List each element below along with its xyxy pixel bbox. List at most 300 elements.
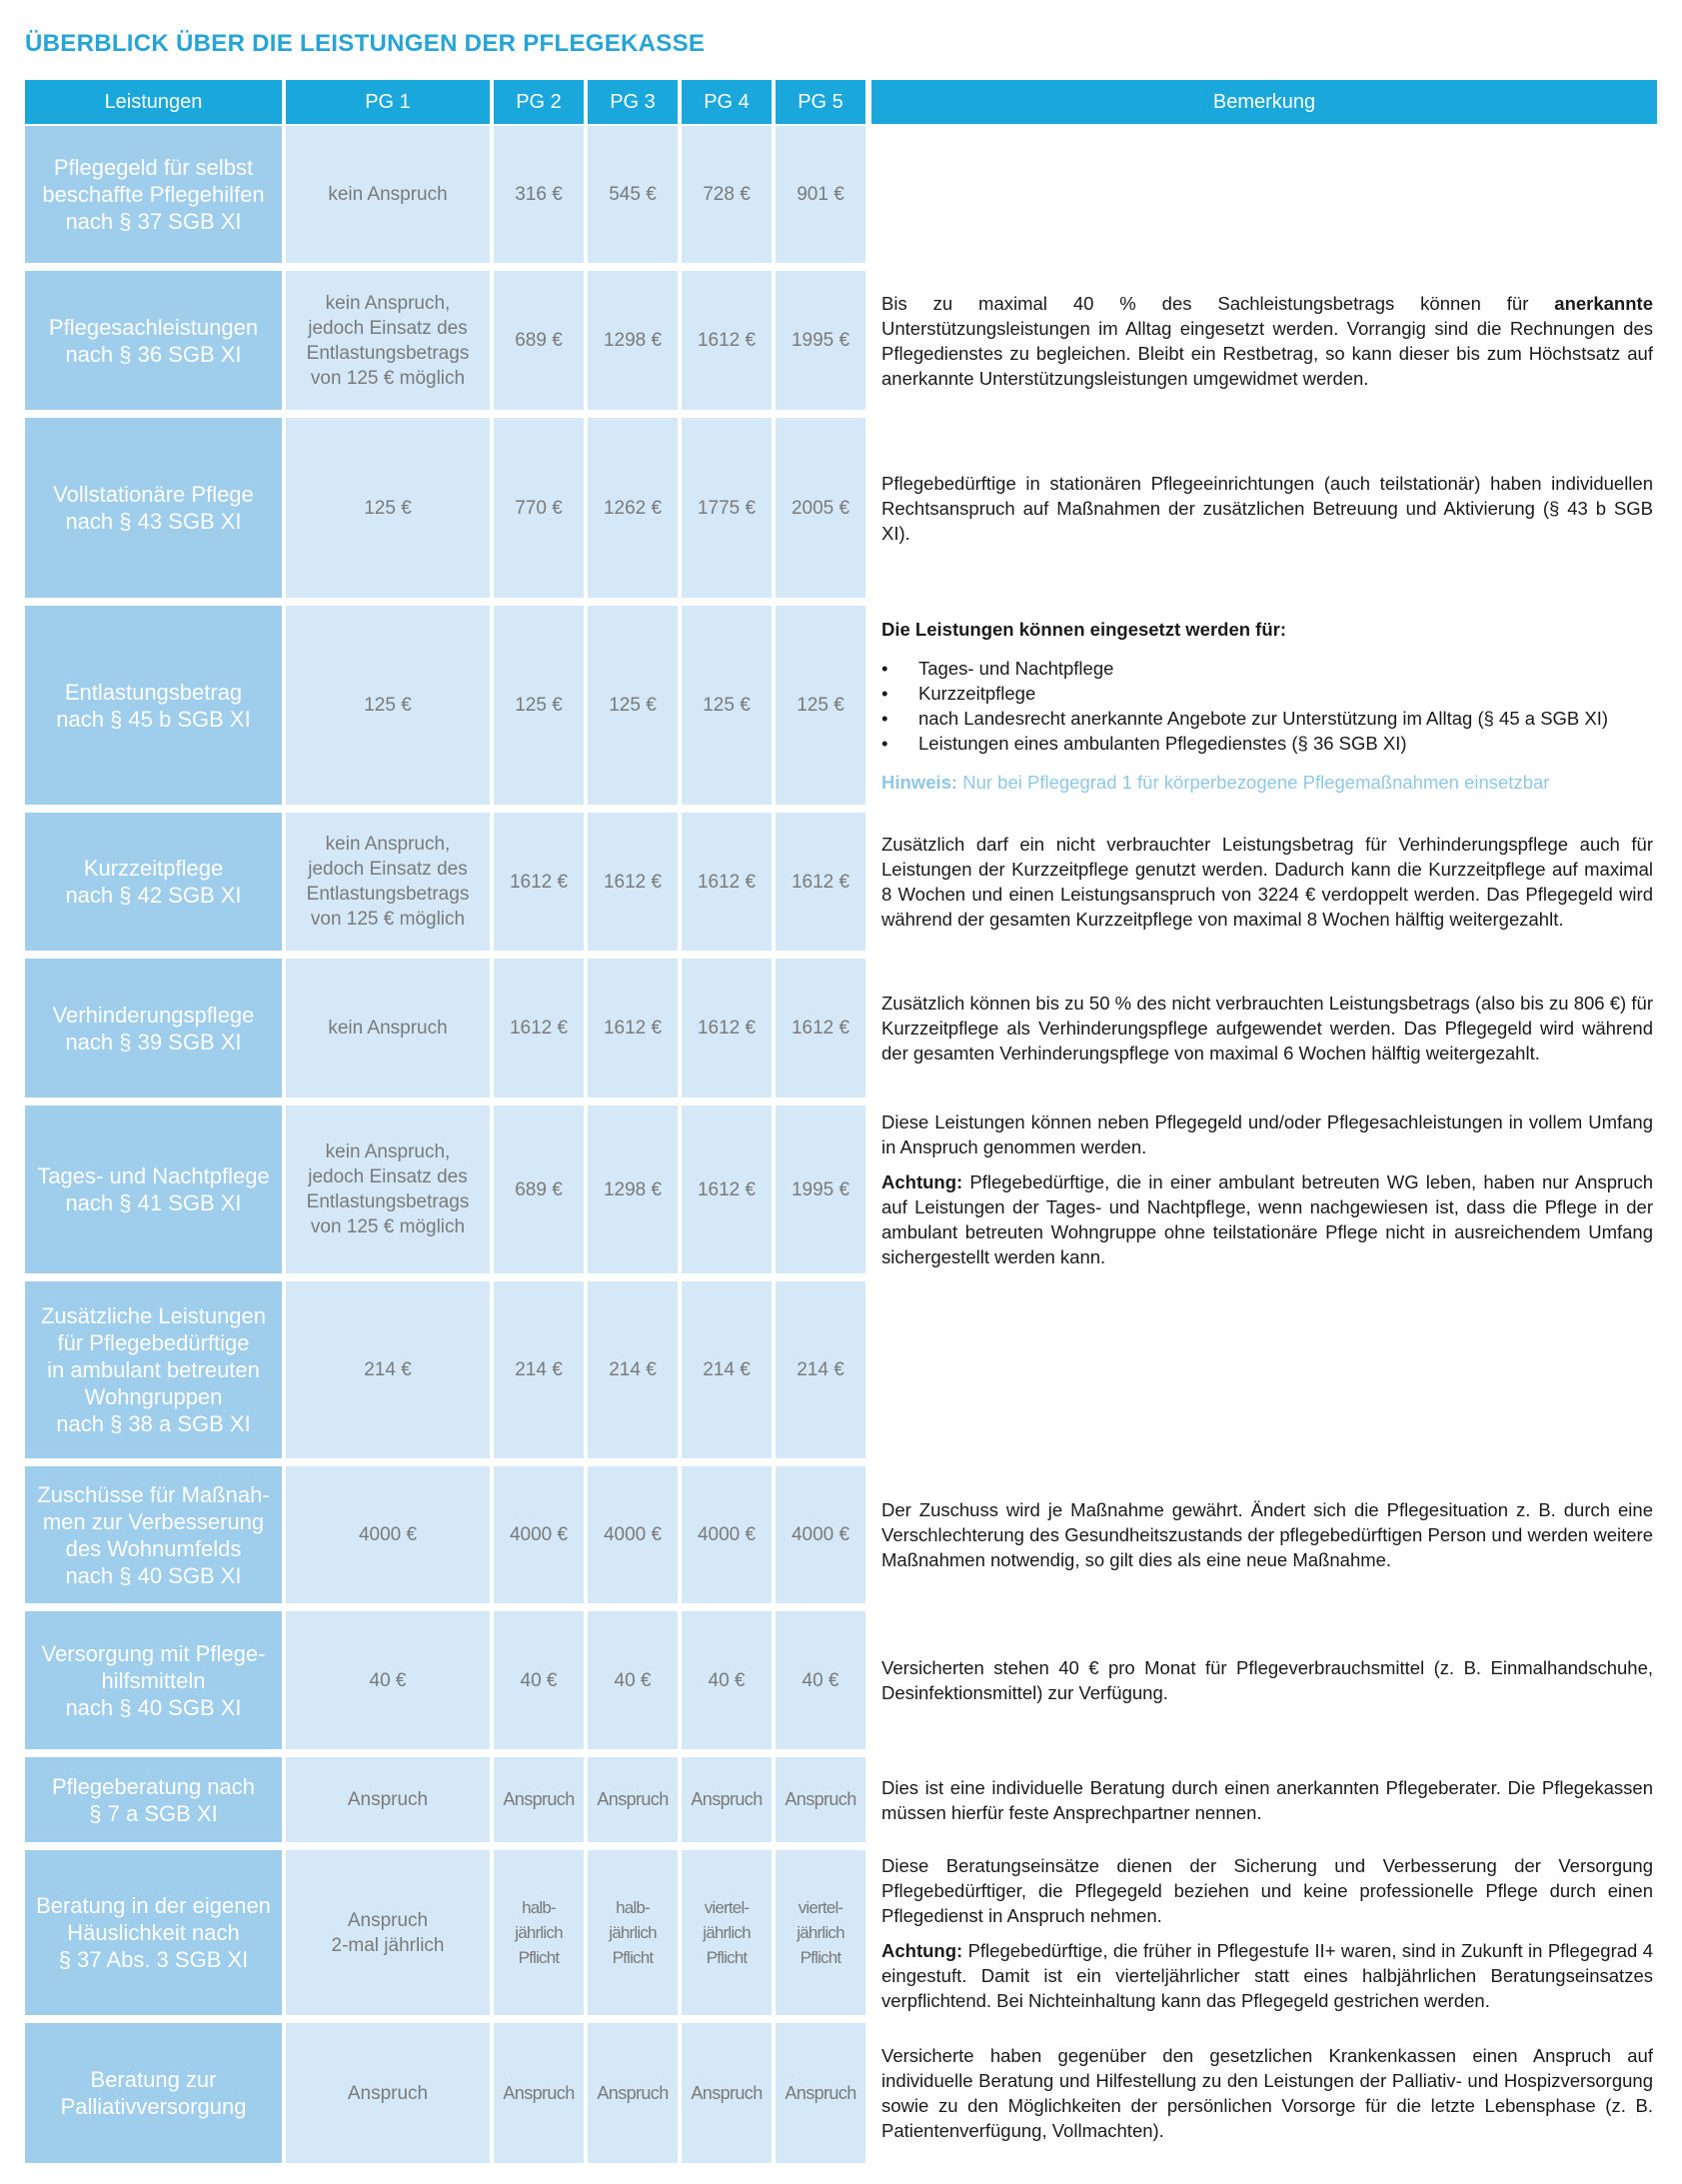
- pg4-value-cell: [682, 1850, 772, 2015]
- pg1-value: [370, 1668, 407, 1693]
- cell-line: jedoch Einsatz des: [308, 317, 468, 339]
- pg2-value: [515, 1895, 562, 1970]
- cell-line: 1775 €: [697, 497, 757, 519]
- remark-text: Diese Leistungen können neben Pflegegeld und/oder Pflegesachleistungen in vollem Umfang in Anspruch genommen werden.: [881, 1111, 1653, 1157]
- cell-line: in ambulant betreuten: [47, 1357, 260, 1382]
- pg4-value: [698, 496, 756, 521]
- pg4-value: [698, 1016, 756, 1041]
- pg3-value: [604, 1177, 662, 1202]
- pg4-value-cell: [682, 1757, 772, 1842]
- cell-line: 4000 €: [603, 1524, 663, 1545]
- remark-text: Bis zu maximal 40 % des Sachleistungsbetrags können für: [881, 292, 1555, 314]
- benefit-name: [37, 1481, 269, 1589]
- pg5-value: [792, 1522, 849, 1547]
- pg2-value: [515, 1177, 563, 1202]
- column-header-pg5: PG 5: [776, 80, 865, 124]
- cell-line: 4000 €: [791, 1524, 850, 1545]
- pg3-value-cell: [588, 2023, 678, 2163]
- remark-text: Zusätzlich können bis zu 50 % des nicht verbrauchten Leistungsbetrags (also bis zu 806 €) für Kurzzeitpflege als Verhinderungspflege aufgewendet werden. Das Pflegegeld wird während der gesamten Verhinderungspflege von maximal 6 Wochen hälftig weitergezahlt.: [881, 993, 1653, 1064]
- cell-line: viertel-: [798, 1898, 843, 1917]
- benefit-name-cell: [25, 271, 282, 410]
- pg3-value: [604, 496, 662, 521]
- remark-text: Pflegebedürftige, die in einer ambulant betreuten WG leben, haben nur Anspruch auf Leistungen der Tages- und Nachtpflege, wenn nachgewiesen ist, dass die Pflege in der ambulant betreuten Wohngruppe ohne teilstationäre Pflege nicht in ausreichendem Umfang sichergestellt werden kann.: [881, 1171, 1653, 1267]
- pg1-value: [364, 496, 412, 521]
- remark-paragraph: [881, 2043, 1653, 2143]
- remark-text: Pflegebedürftige in stationären Pflegeeinrichtungen (auch teilstationär) haben individuellen Rechtsanspruch auf Maßnahmen der zusätzlichen Betreuung und Aktivierung (§ 43 b SGB XI).: [881, 472, 1653, 544]
- pg3-value-cell: [588, 126, 678, 263]
- benefit-name: [52, 1773, 255, 1827]
- pg2-value-cell: [494, 2023, 584, 2163]
- cell-line: 40 €: [520, 1669, 558, 1691]
- pg3-value: [597, 1787, 668, 1812]
- remark-emphasis: Achtung:: [881, 1171, 963, 1192]
- cell-line: 125 €: [364, 497, 412, 519]
- remark-cell: [881, 1850, 1653, 2015]
- pg4-value-cell: [682, 126, 772, 263]
- remark-cell: [881, 813, 1653, 951]
- page-title: ÜBERBLICK ÜBER DIE LEISTUNGEN DER PFLEGEKASSE: [25, 30, 706, 57]
- cell-line: 689 €: [515, 330, 563, 351]
- pg1-value: [307, 291, 470, 391]
- remark-paragraph: [881, 1853, 1653, 1928]
- cell-line: 40 €: [614, 1669, 652, 1691]
- pg2-value: [515, 496, 563, 521]
- pg5-value-cell: [776, 813, 865, 951]
- pg5-value: [792, 328, 849, 353]
- pg1-value-cell: [286, 606, 490, 805]
- remark-cell: [881, 1105, 1653, 1273]
- column-header-bemerkung: Bemerkung: [871, 80, 1657, 124]
- pg1-value-cell: [286, 1281, 490, 1458]
- remark-heading: [881, 617, 1653, 642]
- cell-line: Pflicht: [612, 1948, 654, 1967]
- remark-text: Versicherten stehen 40 € pro Monat für Pflegeverbrauchsmittel (z. B. Einmalhandschuhe, Desinfektionsmittel) zur Verfügung.: [881, 1657, 1653, 1703]
- cell-line: Anspruch: [691, 1789, 763, 1809]
- benefit-name: [41, 1302, 266, 1437]
- cell-line: 1995 €: [791, 330, 850, 351]
- cell-line: 125 €: [515, 695, 563, 716]
- cell-line: nach § 38 a SGB XI: [56, 1411, 251, 1436]
- pg1-value: [364, 1357, 412, 1382]
- cell-line: 214 €: [703, 1359, 751, 1380]
- pg5-value: [792, 1016, 849, 1041]
- remark-bullet-list: [881, 656, 1653, 756]
- cell-line: für Pflegebedürftige: [57, 1330, 250, 1355]
- cell-line: 1612 €: [697, 1178, 757, 1200]
- cell-line: 214 €: [609, 1359, 657, 1380]
- list-item: • nach Landesrecht anerkannte Angebote zur Unterstützung im Alltag (§ 45 a SGB XI): [881, 706, 1653, 731]
- pg2-value-cell: [494, 1466, 584, 1603]
- benefit-name: [53, 481, 254, 535]
- pg2-value-cell: [494, 1611, 584, 1749]
- remark-text: Unterstützungsleistungen im Alltag eingesetzt werden. Vorrangig sind die Rechnungen des Pflegedienstes zu begleichen. Bleibt ein Restbetrag, so kann dieser bis zum Höchstsatz auf anerkannte Unterstützungsleistungen umgewidmet werden.: [881, 317, 1653, 389]
- cell-line: Tages- und Nachtpflege: [37, 1163, 270, 1188]
- cell-line: 1612 €: [509, 1018, 569, 1039]
- pg3-value-cell: [588, 606, 678, 805]
- cell-line: jährlich: [515, 1923, 563, 1942]
- pg4-value-cell: [682, 271, 772, 410]
- pg2-value-cell: [494, 606, 584, 805]
- pg1-value-cell: [286, 959, 490, 1097]
- pg5-value-cell: [776, 606, 865, 805]
- cell-line: 770 €: [515, 497, 563, 519]
- cell-line: Palliativversorgung: [60, 2094, 247, 2119]
- pg2-value: [515, 1357, 563, 1382]
- cell-line: 125 €: [364, 695, 412, 716]
- list-item: • Kurzzeitpflege: [881, 681, 1653, 706]
- cell-line: Anspruch: [347, 1789, 429, 1810]
- pg3-value-cell: [588, 271, 678, 410]
- pg2-value: [521, 1668, 558, 1693]
- pg4-value: [703, 1895, 750, 1970]
- pg2-value: [515, 693, 563, 718]
- remark-text: Diese Beratungseinsätze dienen der Sicherung und Verbesserung der Versorgung Pflegebedürftiger, die Pflegegeld beziehen und keine professionelle Pflege durch einen Pflegedienst in Anspruch nehmen.: [881, 1854, 1653, 1926]
- cell-line: Anspruch: [785, 1789, 856, 1809]
- cell-line: 4000 €: [358, 1524, 418, 1545]
- pg5-value: [797, 182, 844, 207]
- pg3-value-cell: [588, 1611, 678, 1749]
- cell-line: nach § 40 SGB XI: [65, 1694, 242, 1720]
- pg2-value-cell: [494, 126, 584, 263]
- cell-line: Entlastungsbetrags: [306, 342, 470, 364]
- cell-line: 1612 €: [603, 871, 663, 893]
- pg1-value: [364, 693, 412, 718]
- pg4-value: [703, 1357, 751, 1382]
- pg3-value: [604, 1522, 662, 1547]
- cell-line: nach § 39 SGB XI: [65, 1029, 242, 1055]
- cell-line: Wohngruppen: [84, 1384, 223, 1409]
- pg4-value: [698, 1522, 756, 1547]
- pg2-value-cell: [494, 1281, 584, 1458]
- cell-line: viertel-: [704, 1898, 750, 1917]
- cell-line: 1262 €: [603, 497, 663, 519]
- pg3-value: [609, 693, 657, 718]
- pg4-value: [698, 870, 756, 895]
- benefit-name-cell: [25, 1466, 282, 1603]
- cell-line: Beratung zur: [90, 2067, 217, 2092]
- pg4-value-cell: [682, 2023, 772, 2163]
- pg3-value-cell: [588, 418, 678, 598]
- cell-line: 40 €: [802, 1669, 840, 1691]
- remark-cell: [881, 1611, 1653, 1749]
- cell-line: 4000 €: [697, 1524, 757, 1545]
- cell-line: Anspruch: [785, 2082, 856, 2103]
- pg5-value: [792, 1177, 849, 1202]
- cell-line: § 7 a SGB XI: [89, 1800, 218, 1826]
- cell-line: Anspruch: [597, 2082, 669, 2103]
- cell-line: 316 €: [515, 184, 563, 205]
- pg4-value: [698, 328, 756, 353]
- cell-line: 1612 €: [603, 1018, 663, 1039]
- pg4-value: [709, 1668, 746, 1693]
- remark-text: Pflegebedürftige, die früher in Pflegestufe II+ waren, sind in Zukunft in Pflegegrad 4 eingestuft. Damit ist ein vierteljährlicher statt eines halbjährlichen Beratungseinsatzes verpflichtend. Bei Nichteinhaltung kann das Pflegegeld gestrichen werden.: [881, 1939, 1653, 2011]
- cell-line: 2005 €: [791, 497, 850, 519]
- cell-line: Zusätzliche Leistungen: [40, 1303, 267, 1328]
- remark-paragraph: [881, 1655, 1653, 1705]
- cell-line: 214 €: [364, 1359, 412, 1380]
- pg5-value: [797, 1357, 844, 1382]
- list-item: • Leistungen eines ambulanten Pflegedienstes (§ 36 SGB XI): [881, 731, 1653, 756]
- pg3-value: [604, 328, 662, 353]
- cell-line: kein Anspruch,: [325, 1141, 451, 1162]
- cell-line: 1298 €: [603, 330, 663, 351]
- pg5-value-cell: [776, 1281, 865, 1458]
- remark-paragraph: [881, 1938, 1653, 2013]
- pg1-value-cell: [286, 1611, 490, 1749]
- cell-line: Entlastungsbetrags: [306, 1191, 470, 1212]
- remark-paragraph: [881, 291, 1653, 391]
- pg2-value: [515, 182, 563, 207]
- cell-line: halb-: [522, 1898, 556, 1917]
- column-header-pg2: PG 2: [494, 80, 584, 124]
- hint-text: Nur bei Pflegegrad 1 für körperbezogene Pflegemaßnahmen einsetzbar: [957, 771, 1550, 793]
- pg1-value: [307, 832, 470, 932]
- pg1-value: [332, 1908, 445, 1958]
- benefit-name: [61, 2066, 247, 2120]
- pg4-value: [691, 2081, 762, 2106]
- column-header-leistungen: Leistungen: [25, 80, 282, 124]
- remark-cell: [881, 126, 1653, 263]
- cell-line: beschaffte Pflegehilfen: [42, 182, 265, 207]
- remark-paragraph: [881, 1109, 1653, 1159]
- cell-line: 1612 €: [509, 871, 569, 893]
- remark-heading-text: Die Leistungen können eingesetzt werden für:: [881, 618, 1286, 640]
- cell-line: 1612 €: [697, 1018, 757, 1039]
- pg3-value-cell: [588, 1281, 678, 1458]
- cell-line: nach § 45 b SGB XI: [56, 706, 251, 732]
- cell-line: Pflegeberatung nach: [51, 1773, 256, 1799]
- pg1-value-cell: [286, 1466, 490, 1603]
- pg2-value-cell: [494, 1105, 584, 1273]
- cell-line: nach § 37 SGB XI: [65, 209, 242, 234]
- cell-line: Zuschüsse für Maßnah-: [37, 1481, 270, 1507]
- cell-line: Verhinderungspflege: [52, 1002, 255, 1028]
- remark-paragraph: [881, 1775, 1653, 1825]
- remark-cell: [881, 1466, 1653, 1603]
- column-header-pg4: PG 4: [682, 80, 772, 124]
- pg4-value-cell: [682, 1105, 772, 1273]
- cell-line: jährlich: [609, 1923, 657, 1942]
- pg3-value-cell: [588, 1105, 678, 1273]
- pg5-value: [792, 870, 849, 895]
- benefit-name: [65, 855, 241, 909]
- pg4-value: [698, 1177, 756, 1202]
- pg4-value-cell: [682, 606, 772, 805]
- remark-cell: [881, 271, 1653, 410]
- pg5-value: [803, 1668, 840, 1693]
- cell-line: Anspruch: [691, 2082, 763, 2103]
- pg5-value-cell: [776, 1850, 865, 2015]
- remark-cell: [881, 418, 1653, 598]
- remark-cell: [881, 1281, 1653, 1458]
- cell-line: nach § 43 SGB XI: [65, 509, 242, 534]
- cell-line: von 125 € möglich: [310, 367, 466, 389]
- cell-line: jedoch Einsatz des: [308, 1166, 468, 1187]
- cell-line: jährlich: [797, 1923, 844, 1942]
- cell-line: kein Anspruch,: [325, 834, 451, 855]
- pg2-value-cell: [494, 418, 584, 598]
- pg1-value: [348, 1787, 428, 1812]
- benefit-name-cell: [25, 418, 282, 598]
- pg3-value-cell: [588, 813, 678, 951]
- remark-paragraph: [881, 1169, 1653, 1269]
- pg3-value-cell: [588, 959, 678, 1097]
- cell-line: Anspruch: [503, 1789, 575, 1809]
- cell-line: 125 €: [797, 695, 844, 716]
- cell-line: Versorgung mit Pflege-: [41, 1640, 266, 1666]
- remark-paragraph: [881, 991, 1653, 1066]
- cell-line: jedoch Einsatz des: [308, 859, 468, 880]
- pg3-value-cell: [588, 1466, 678, 1603]
- pg2-value: [510, 870, 568, 895]
- cell-line: nach § 42 SGB XI: [65, 883, 242, 908]
- pg4-value-cell: [682, 959, 772, 1097]
- cell-line: 689 €: [515, 1178, 563, 1200]
- remark-cell: [881, 2023, 1653, 2163]
- cell-line: Pflegegeld für selbst: [53, 155, 254, 180]
- cell-line: 125 €: [609, 695, 657, 716]
- pg4-value-cell: [682, 1281, 772, 1458]
- pg1-value-cell: [286, 1850, 490, 2015]
- cell-line: nach § 41 SGB XI: [65, 1190, 242, 1215]
- cell-line: Entlastungsbetrag: [64, 679, 243, 705]
- pg3-value-cell: [588, 1757, 678, 1842]
- cell-line: halb-: [616, 1898, 650, 1917]
- remark-emphasis: Achtung:: [881, 1939, 963, 1961]
- pg5-value-cell: [776, 1611, 865, 1749]
- cell-line: Anspruch: [597, 1789, 669, 1809]
- cell-line: Pflicht: [518, 1948, 560, 1967]
- cell-line: men zur Verbesserung: [42, 1508, 265, 1534]
- cell-line: 214 €: [515, 1359, 563, 1380]
- pg1-value-cell: [286, 813, 490, 951]
- pg1-value: [307, 1139, 470, 1239]
- benefit-name: [36, 1892, 271, 1973]
- pg1-value: [348, 2081, 428, 2106]
- benefit-name-cell: [25, 606, 282, 805]
- cell-line: 125 €: [703, 695, 751, 716]
- pg1-value-cell: [286, 1105, 490, 1273]
- cell-line: § 37 Abs. 3 SGB XI: [58, 1947, 249, 1972]
- pg5-value-cell: [776, 271, 865, 410]
- benefit-name-cell: [25, 1757, 282, 1842]
- cell-line: 545 €: [609, 184, 657, 205]
- cell-line: von 125 € möglich: [310, 1216, 466, 1237]
- cell-line: von 125 € möglich: [310, 909, 466, 930]
- cell-line: kein Anspruch: [328, 184, 448, 205]
- cell-line: Pflicht: [706, 1948, 748, 1967]
- cell-line: 2-mal jährlich: [331, 1934, 445, 1956]
- benefit-name: [42, 1640, 266, 1721]
- cell-line: kein Anspruch: [328, 1018, 448, 1039]
- cell-line: hilfsmitteln: [101, 1667, 206, 1693]
- pg3-value: [604, 1016, 662, 1041]
- benefit-name-cell: [25, 126, 282, 263]
- benefit-name-cell: [25, 2023, 282, 2163]
- pg3-value: [609, 182, 657, 207]
- cell-line: jährlich: [703, 1923, 751, 1942]
- hint-label: Hinweis:: [881, 771, 958, 793]
- pg1-value-cell: [286, 2023, 490, 2163]
- list-item: • Tages- und Nachtpflege: [881, 656, 1653, 681]
- benefit-name-cell: [25, 1850, 282, 2015]
- cell-line: 728 €: [703, 184, 751, 205]
- pg5-value-cell: [776, 1466, 865, 1603]
- remark-text: Der Zuschuss wird je Maßnahme gewährt. Ändert sich die Pflegesituation z. B. durch eine Verschlechterung des Gesundheitszustands der pflegebedürftigen Person und werden weitere Maßnahmen notwendig, so gilt dies als eine neue Maßnahme.: [881, 1499, 1653, 1570]
- pg1-value-cell: [286, 1757, 490, 1842]
- cell-line: Anspruch: [347, 2082, 429, 2104]
- remark-paragraph: [881, 471, 1653, 546]
- cell-line: kein Anspruch,: [325, 292, 451, 314]
- pg5-value-cell: [776, 959, 865, 1097]
- benefit-name-cell: [25, 1611, 282, 1749]
- pg5-value: [797, 693, 844, 718]
- column-header-pg1: PG 1: [286, 80, 490, 124]
- cell-line: 1995 €: [791, 1178, 850, 1200]
- remark-cell: [881, 606, 1653, 805]
- remark-hint: [881, 770, 1653, 795]
- pg2-value: [510, 1522, 568, 1547]
- pg2-value: [510, 1016, 568, 1041]
- pg2-value-cell: [494, 1850, 584, 2015]
- pg4-value: [691, 1787, 762, 1812]
- pg3-value-cell: [588, 1850, 678, 2015]
- pg2-value: [515, 328, 563, 353]
- remark-paragraph: [881, 832, 1653, 932]
- remark-text: Zusätzlich darf ein nicht verbrauchter Leistungsbetrag für Verhinderungspflege auch für Leistungen der Kurzzeitpflege genutzt werden. Dadurch kann die Kurzzeitpflege auf maximal 8 Wochen und einen Leistungsanspruch von 3224 € verdoppelt werden. Das Pflegegeld wird während der gesamten Kurzzeitpflege von maximal 8 Wochen hälftig weitergezahlt.: [881, 834, 1653, 930]
- pg5-value: [785, 2081, 855, 2106]
- cell-line: 1612 €: [697, 871, 757, 893]
- cell-line: 4000 €: [509, 1524, 569, 1545]
- cell-line: Häuslichkeit nach: [67, 1920, 240, 1945]
- pg4-value-cell: [682, 813, 772, 951]
- benefit-name-cell: [25, 813, 282, 951]
- pg5-value-cell: [776, 1757, 865, 1842]
- pg3-value: [604, 870, 662, 895]
- cell-line: 40 €: [369, 1669, 407, 1691]
- pg1-value-cell: [286, 126, 490, 263]
- pg2-value: [503, 1787, 574, 1812]
- benefit-name: [42, 154, 264, 235]
- pg5-value: [785, 1787, 855, 1812]
- pg4-value: [703, 182, 751, 207]
- pg1-value-cell: [286, 418, 490, 598]
- pg1-value-cell: [286, 271, 490, 410]
- cell-line: Pflegesachleistungen: [48, 314, 259, 340]
- benefit-name-cell: [25, 1105, 282, 1273]
- cell-line: 40 €: [708, 1669, 746, 1691]
- remark-cell: [881, 959, 1653, 1097]
- remark-text: Versicherte haben gegenüber den gesetzlichen Krankenkassen einen Anspruch auf individuelle Beratung und Hilfestellung zu den Leistungen der Palliativ- und Hospizversorgung sowie zu den Möglichkeiten der persönlichen Vorsorge für die letzte Lebensphase (z. B. Patientenverfügung, Vollmachten).: [881, 2045, 1653, 2141]
- benefit-name: [53, 1002, 255, 1056]
- pg1-value: [359, 1522, 417, 1547]
- pg5-value-cell: [776, 1105, 865, 1273]
- pg5-value-cell: [776, 126, 865, 263]
- pg2-value-cell: [494, 813, 584, 951]
- cell-line: Beratung in der eigenen: [36, 1893, 271, 1918]
- pg5-value: [797, 1895, 843, 1970]
- cell-line: 1612 €: [791, 1018, 850, 1039]
- cell-line: nach § 36 SGB XI: [65, 341, 242, 367]
- cell-line: Kurzzeitpflege: [83, 856, 224, 881]
- cell-line: des Wohnumfelds: [65, 1535, 242, 1561]
- pg2-value: [503, 2081, 574, 2106]
- column-header-pg3: PG 3: [588, 80, 678, 124]
- benefit-name-cell: [25, 959, 282, 1097]
- benefit-name: [37, 1162, 269, 1216]
- cell-line: nach § 40 SGB XI: [65, 1562, 242, 1588]
- pg2-value-cell: [494, 271, 584, 410]
